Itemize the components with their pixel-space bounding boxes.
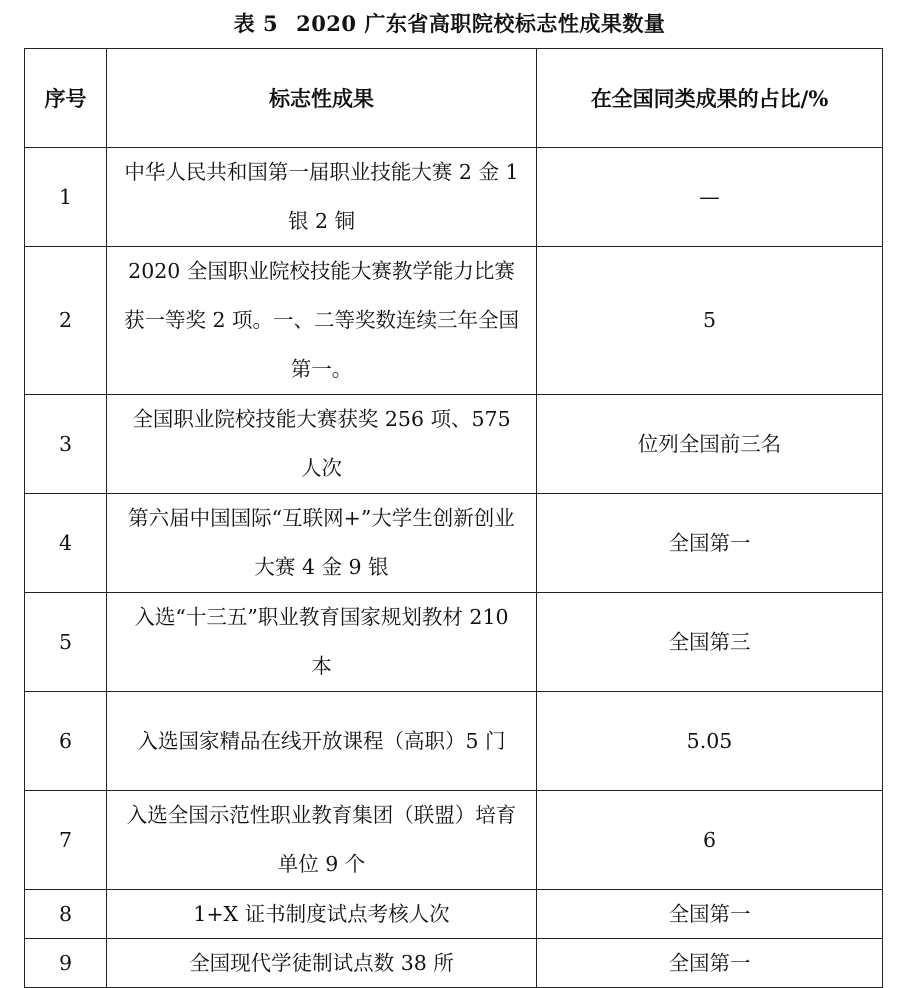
table-row bbox=[25, 593, 883, 692]
row-share: 全国第一 bbox=[537, 939, 883, 988]
row-achievement: 1+X 证书制度试点考核人次 bbox=[107, 890, 537, 939]
row-achievement: 2020 全国职业院校技能大赛教学能力比赛获一等奖 2 项。一、二等奖数连续三年全国第一。 bbox=[107, 247, 537, 395]
achievements-table bbox=[24, 48, 883, 988]
row-share: 6 bbox=[537, 791, 883, 890]
row-no: 4 bbox=[25, 494, 107, 593]
table-row bbox=[25, 494, 883, 593]
table-row bbox=[25, 692, 883, 791]
row-no: 3 bbox=[25, 395, 107, 494]
row-no: 6 bbox=[25, 692, 107, 791]
row-no: 8 bbox=[25, 890, 107, 939]
row-share: — bbox=[537, 148, 883, 247]
table-row bbox=[25, 939, 883, 988]
row-share: 全国第一 bbox=[537, 890, 883, 939]
caption-label: 表 5 bbox=[233, 11, 279, 36]
row-no: 1 bbox=[25, 148, 107, 247]
row-no: 7 bbox=[25, 791, 107, 890]
table-row bbox=[25, 247, 883, 395]
row-achievement: 入选国家精品在线开放课程（高职）5 门 bbox=[107, 692, 537, 791]
table-row bbox=[25, 791, 883, 890]
caption-title: 2020 广东省高职院校标志性成果数量 bbox=[296, 11, 666, 36]
table-row bbox=[25, 148, 883, 247]
header-share: 在全国同类成果的占比/% bbox=[537, 49, 883, 148]
row-share: 5 bbox=[537, 247, 883, 395]
header-row bbox=[25, 49, 883, 148]
row-achievement: 入选全国示范性职业教育集团（联盟）培育单位 9 个 bbox=[107, 791, 537, 890]
header-no: 序号 bbox=[25, 49, 107, 148]
row-share: 全国第一 bbox=[537, 494, 883, 593]
row-achievement: 第六届中国国际“互联网+”大学生创新创业大赛 4 金 9 银 bbox=[107, 494, 537, 593]
row-no: 2 bbox=[25, 247, 107, 395]
row-no: 9 bbox=[25, 939, 107, 988]
row-achievement: 入选“十三五”职业教育国家规划教材 210 本 bbox=[107, 593, 537, 692]
row-achievement: 全国现代学徒制试点数 38 所 bbox=[107, 939, 537, 988]
table-row bbox=[25, 890, 883, 939]
row-achievement: 全国职业院校技能大赛获奖 256 项、575 人次 bbox=[107, 395, 537, 494]
row-achievement: 中华人民共和国第一届职业技能大赛 2 金 1 银 2 铜 bbox=[107, 148, 537, 247]
row-share: 5.05 bbox=[537, 692, 883, 791]
row-no: 5 bbox=[25, 593, 107, 692]
table-row bbox=[25, 395, 883, 494]
row-share: 全国第三 bbox=[537, 593, 883, 692]
table-caption bbox=[0, 0, 899, 48]
header-achievement: 标志性成果 bbox=[107, 49, 537, 148]
row-share: 位列全国前三名 bbox=[537, 395, 883, 494]
